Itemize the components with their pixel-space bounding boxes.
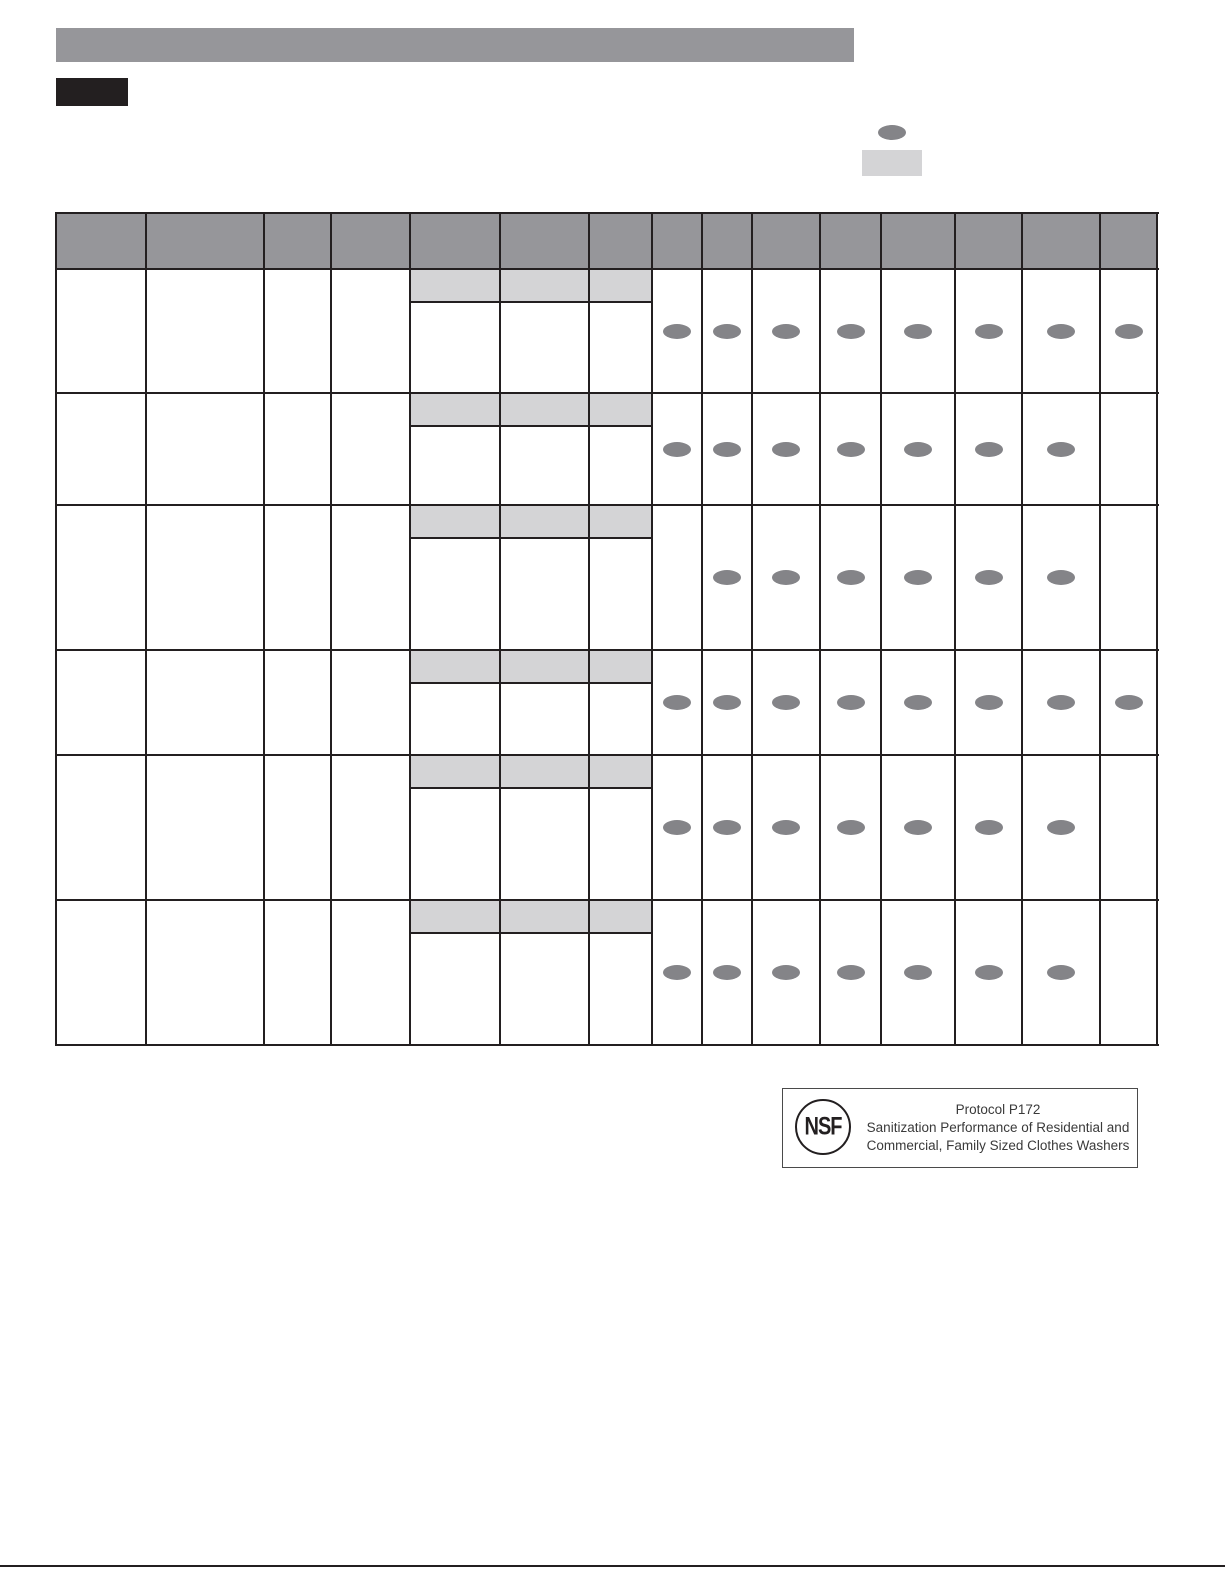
table-rule-col: [751, 212, 753, 1046]
option-dot-icon: [1115, 695, 1143, 710]
option-dot-icon: [663, 442, 691, 457]
option-dot-icon: [975, 324, 1003, 339]
option-dot-icon: [1047, 820, 1075, 835]
option-dot-icon: [837, 820, 865, 835]
option-dot-icon: [904, 695, 932, 710]
table-rule-row: [56, 504, 1159, 506]
table-rule-col: [499, 212, 501, 1046]
option-dot-icon: [772, 324, 800, 339]
table-rule-col: [263, 212, 265, 1046]
table-rule-col: [819, 212, 821, 1046]
nsf-seal-icon: [795, 1099, 851, 1155]
table-rule-row: [56, 899, 1159, 901]
table-rule-col: [651, 212, 653, 1046]
option-dot-icon: [713, 695, 741, 710]
table-rule-sub: [410, 682, 652, 684]
table-rule-sub: [410, 301, 652, 303]
option-dot-icon: [1047, 965, 1075, 980]
option-dot-icon: [713, 820, 741, 835]
table-rule-col: [954, 212, 956, 1046]
option-dot-icon: [713, 442, 741, 457]
row-subheader-strip: [410, 393, 652, 426]
nsf-seal-text: NSF: [804, 1112, 842, 1141]
legend-shade-swatch: [862, 150, 922, 176]
table-rule-col: [409, 212, 411, 1046]
option-dot-icon: [772, 695, 800, 710]
option-dot-icon: [904, 570, 932, 585]
row-subheader-strip: [410, 900, 652, 933]
table-rule-sub: [410, 425, 652, 427]
option-dot-icon: [1047, 570, 1075, 585]
legend-dot-icon: [878, 125, 906, 140]
table-rule-col: [1156, 212, 1158, 1046]
table-rule-row: [56, 392, 1159, 394]
option-dot-icon: [837, 570, 865, 585]
table-rule-row: [56, 1044, 1159, 1046]
option-dot-icon: [713, 324, 741, 339]
table-rule-row: [56, 268, 1159, 270]
table-rule-col: [330, 212, 332, 1046]
row-subheader-strip: [410, 650, 652, 683]
page-bottom-rule: [0, 1565, 1225, 1567]
option-dot-icon: [772, 442, 800, 457]
option-dot-icon: [904, 324, 932, 339]
option-dot-icon: [663, 695, 691, 710]
option-dot-icon: [975, 695, 1003, 710]
section-title-bar: [56, 28, 854, 62]
table-rule-col: [701, 212, 703, 1046]
option-dot-icon: [837, 965, 865, 980]
row-subheader-strip: [410, 269, 652, 302]
option-dot-icon: [1115, 324, 1143, 339]
option-dot-icon: [904, 820, 932, 835]
table-rule-row: [56, 754, 1159, 756]
section-label-tab: [56, 78, 128, 106]
option-dot-icon: [837, 324, 865, 339]
table-rule-col: [1021, 212, 1023, 1046]
table-header-row: [56, 213, 1157, 269]
option-dot-icon: [663, 820, 691, 835]
nsf-line-1: Protocol P172: [955, 1102, 1041, 1117]
option-dot-icon: [713, 965, 741, 980]
table-rule-col: [588, 212, 590, 1046]
row-subheader-strip: [410, 755, 652, 788]
nsf-line-3: Commercial, Family Sized Clothes Washers: [866, 1138, 1130, 1153]
nsf-certification-box: [782, 1088, 1138, 1168]
table-rule-top: [56, 212, 1159, 214]
option-dot-icon: [772, 965, 800, 980]
option-dot-icon: [837, 695, 865, 710]
option-dot-icon: [975, 570, 1003, 585]
option-dot-icon: [772, 570, 800, 585]
table-rule-col: [55, 212, 57, 1046]
row-subheader-strip: [410, 505, 652, 538]
option-dot-icon: [772, 820, 800, 835]
nsf-description: [863, 1101, 1133, 1155]
nsf-line-2: Sanitization Performance of Residential and: [866, 1120, 1130, 1135]
option-dot-icon: [713, 570, 741, 585]
option-dot-icon: [1047, 695, 1075, 710]
option-dot-icon: [1047, 442, 1075, 457]
table-rule-sub: [410, 787, 652, 789]
option-dot-icon: [904, 965, 932, 980]
option-dot-icon: [837, 442, 865, 457]
table-rule-col: [1099, 212, 1101, 1046]
table-rule-col: [145, 212, 147, 1046]
option-dot-icon: [975, 820, 1003, 835]
option-dot-icon: [1047, 324, 1075, 339]
table-rule-row: [56, 649, 1159, 651]
option-dot-icon: [904, 442, 932, 457]
table-rule-sub: [410, 537, 652, 539]
table-rule-col: [880, 212, 882, 1046]
table-rule-sub: [410, 932, 652, 934]
option-dot-icon: [663, 965, 691, 980]
option-dot-icon: [975, 442, 1003, 457]
option-dot-icon: [975, 965, 1003, 980]
option-dot-icon: [663, 324, 691, 339]
